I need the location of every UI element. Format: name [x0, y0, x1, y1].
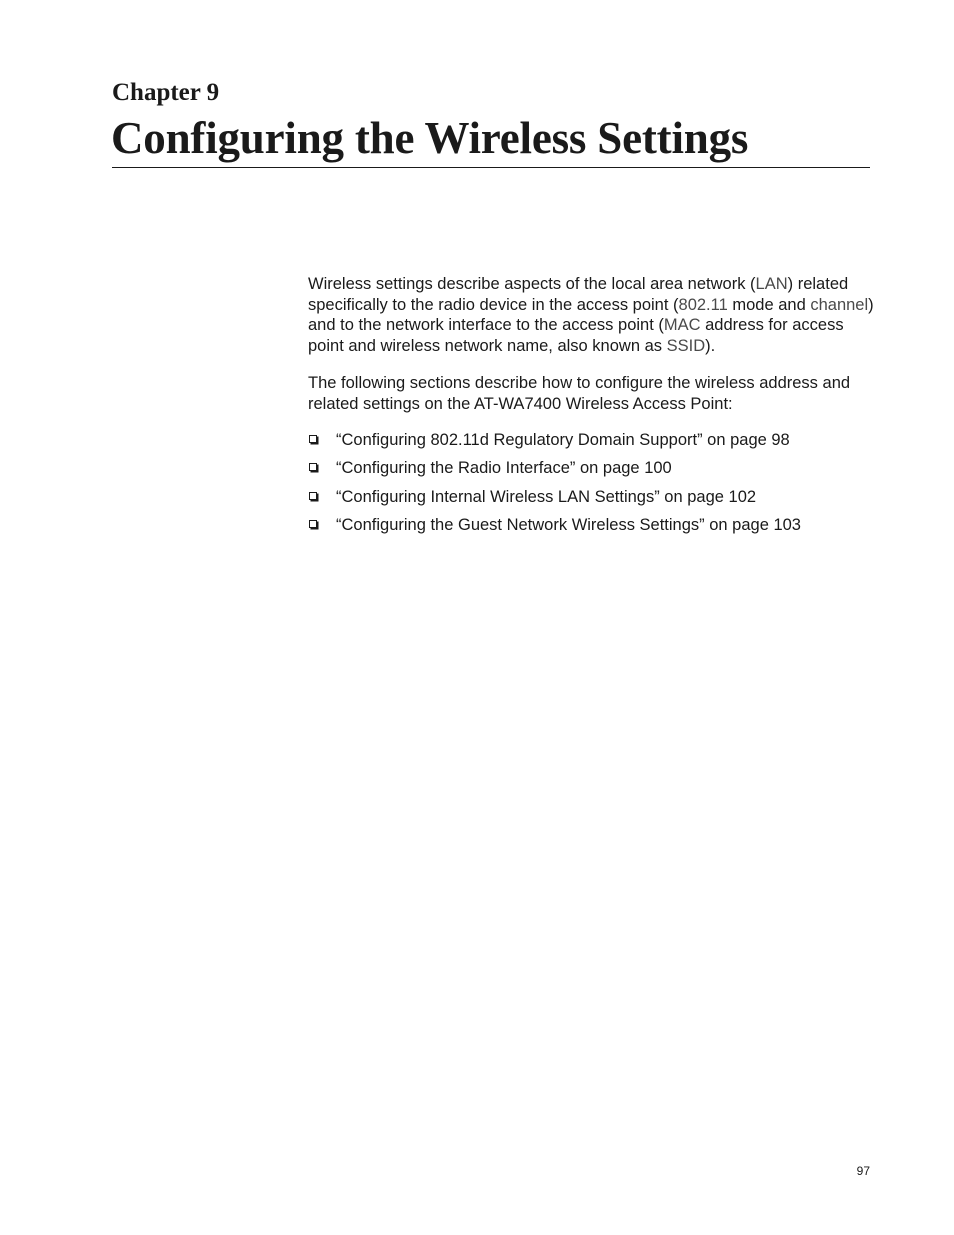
list-item	[308, 511, 874, 539]
term-lan: LAN	[755, 275, 788, 293]
chapter-body	[308, 274, 874, 540]
term-mac: MAC	[663, 316, 701, 334]
section-list	[308, 426, 874, 540]
checkbox-bullet-icon	[309, 520, 317, 528]
title-divider	[112, 167, 870, 168]
list-item	[308, 483, 874, 511]
term-channel: channel	[810, 295, 869, 314]
intro-text: ) related specifically to the radio device in the access point (	[308, 275, 849, 314]
intro-text: ) and to the network interface to the access point (	[308, 295, 874, 334]
list-item	[308, 454, 874, 482]
section-link-text: “Configuring the Guest Network Wireless Settings” on page 103	[336, 516, 801, 535]
list-item	[308, 426, 874, 454]
term-802-11: 802.11	[678, 295, 728, 314]
term-ssid: SSID	[666, 336, 706, 355]
intro-paragraph	[308, 274, 874, 356]
intro-text: ).	[705, 336, 716, 355]
checkbox-bullet-icon	[309, 492, 317, 500]
page-title: Configuring the Wireless Settings	[111, 113, 749, 163]
section-link-text: “Configuring Internal Wireless LAN Settings” on page 102	[336, 487, 757, 506]
section-link-text: “Configuring 802.11d Regulatory Domain Support” on page 98	[336, 431, 790, 449]
intro-text: mode and	[727, 295, 811, 314]
section-link-text: “Configuring the Radio Interface” on page 100	[336, 459, 672, 478]
intro-text: address for access point and wireless network name, also known as	[308, 316, 844, 355]
checkbox-bullet-icon	[309, 435, 317, 443]
chapter-label: Chapter 9	[112, 79, 220, 106]
sections-paragraph: The following sections describe how to configure the wireless address and related settings on the AT-WA7400 Wireless Access Point:	[308, 374, 851, 413]
checkbox-bullet-icon	[309, 463, 317, 471]
page-number: 97	[856, 1164, 870, 1178]
intro-text: Wireless settings describe aspects of the local area network (	[308, 275, 756, 293]
